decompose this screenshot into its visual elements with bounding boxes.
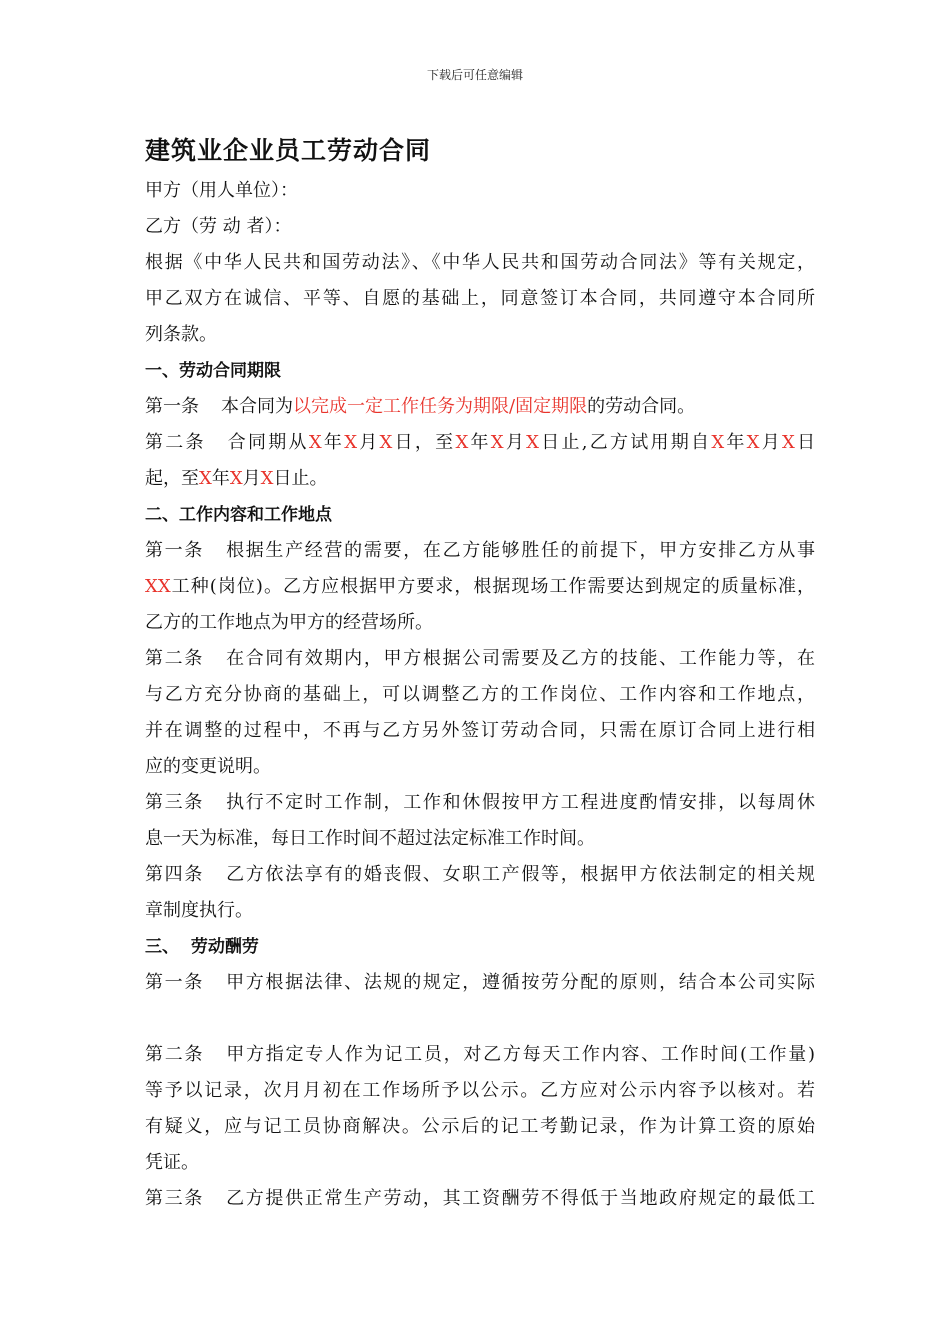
- highlighted-term: XX: [145, 576, 171, 597]
- intro-line: 列条款。: [145, 324, 217, 345]
- text-span: 工种(岗位)。乙方应根据甲方要求，根据现场工作需要达到规定的质量标准，: [170, 576, 815, 597]
- placeholder-x: X: [490, 432, 504, 453]
- article-line: 等予以记录，次月月初在工作场所予以公示。乙方应对公示内容予以核对。若: [145, 1080, 815, 1101]
- document-title: 建筑业企业员工劳动合同: [145, 136, 432, 165]
- article-number: 第四条: [145, 864, 205, 885]
- text-span: 起，至: [145, 468, 199, 489]
- placeholder-x: X: [379, 432, 393, 453]
- text-span: 甲方根据法律、法规的规定，遵循按劳分配的原则，结合本公司实际: [226, 972, 815, 993]
- article-line: [145, 533, 815, 569]
- article-line: [145, 965, 815, 1001]
- article-line: 章制度执行。: [145, 900, 253, 921]
- section-heading: 三、 劳动酬劳: [145, 937, 259, 957]
- placeholder-x: X: [526, 432, 539, 453]
- text-span: ，至: [414, 432, 456, 453]
- text-span: 本合同为: [221, 396, 293, 417]
- text-span: 乙方提供正常生产劳动，其工资酬劳不得低于当地政府规定的最低工: [226, 1188, 815, 1209]
- article-line: 有疑义，应与记工员协商解决。公示后的记工考勤记录，作为计算工资的原始: [145, 1116, 815, 1137]
- text-span: 乙方依法享有的婚丧假、女职工产假等，根据甲方依法制定的相关规: [226, 864, 815, 885]
- intro-line: 甲乙双方在诚信、平等、自愿的基础上，同意签订本合同，共同遵守本合同所: [145, 288, 815, 309]
- placeholder-x: X: [260, 468, 274, 489]
- text-span: 月: [357, 432, 380, 453]
- placeholder-x: X: [746, 432, 760, 453]
- document-body: [145, 129, 815, 1217]
- text-span: 的劳动合同。: [587, 396, 696, 417]
- article-line: [145, 569, 815, 605]
- placeholder-x: X: [199, 468, 212, 489]
- text-span: 年: [724, 432, 747, 453]
- article-number: 第一条: [145, 396, 199, 417]
- article-line: [145, 1181, 815, 1217]
- article-number: 第三条: [145, 792, 205, 813]
- article-number: 第一条: [145, 972, 205, 993]
- text-span: 月: [503, 432, 527, 453]
- text-span: 日止。: [273, 468, 328, 489]
- text-span: 日: [392, 432, 415, 453]
- text-span: 年: [321, 432, 345, 453]
- article-line: [145, 641, 815, 677]
- article-number: 第二条: [145, 1044, 205, 1065]
- text-span: 执行不定时工作制，工作和休假按甲方工程进度酌情安排，以每周休: [226, 792, 815, 813]
- article-line: 乙方的工作地点为甲方的经营场所。: [145, 612, 433, 633]
- article-line: [145, 857, 815, 893]
- placeholder-x: X: [229, 468, 243, 489]
- intro-line: 根据《中华人民共和国劳动法》、《中华人民共和国劳动合同法》等有关规定，: [145, 252, 815, 273]
- article-number: 第二条: [145, 648, 205, 669]
- text-span: 年: [468, 432, 491, 453]
- text-span: 年: [211, 468, 230, 489]
- article-number: 第二条: [145, 432, 206, 453]
- article-line: [145, 785, 815, 821]
- text-span: 日: [794, 432, 815, 453]
- placeholder-x: X: [711, 432, 725, 453]
- highlighted-term: 以完成一定工作任务为期限/固定期限: [293, 396, 588, 417]
- placeholder-x: X: [308, 432, 322, 453]
- article-number: 第三条: [145, 1188, 205, 1209]
- article-line: [145, 1037, 815, 1073]
- section-heading: 二、工作内容和工作地点: [145, 505, 332, 525]
- text-span: 甲方指定专人作为记工员，对乙方每天工作内容、工作时间(工作量): [226, 1044, 815, 1065]
- article-line: [145, 1001, 815, 1037]
- placeholder-x: X: [782, 432, 795, 453]
- text-span: 月: [759, 432, 783, 453]
- article-line: [145, 461, 815, 497]
- placeholder-x: X: [344, 432, 358, 453]
- text-span: 日止,乙方试用期自: [538, 432, 712, 453]
- article-line: 应的变更说明。: [145, 756, 271, 777]
- page-header: 下载后可任意编辑: [426, 68, 523, 82]
- article-line: 息一天为标准，每日工作时间不超过法定标准工作时间。: [145, 828, 595, 849]
- party-b-line: 乙方（劳 动 者）：: [145, 216, 292, 237]
- article-line: 凭证。: [145, 1152, 199, 1173]
- text-span: 在合同有效期内，甲方根据公司需要及乙方的技能、工作能力等，在: [226, 648, 815, 669]
- article-line: 与乙方充分协商的基础上，可以调整乙方的工作岗位、工作内容和工作地点，: [145, 684, 815, 705]
- text-span: 根据生产经营的需要，在乙方能够胜任的前提下，甲方安排乙方从事: [226, 540, 815, 561]
- text-span: 月: [242, 468, 261, 489]
- party-a-line: 甲方（用人单位）：: [145, 180, 298, 201]
- article-line: [145, 389, 815, 425]
- article-line: [145, 425, 815, 461]
- article-line: 并在调整的过程中，不再与乙方另外签订劳动合同，只需在原订合同上进行相: [145, 720, 815, 741]
- placeholder-x: X: [455, 432, 469, 453]
- text-span: 合同期从: [227, 432, 309, 453]
- article-number: 第一条: [145, 540, 205, 561]
- section-heading: 一、劳动合同期限: [145, 361, 281, 381]
